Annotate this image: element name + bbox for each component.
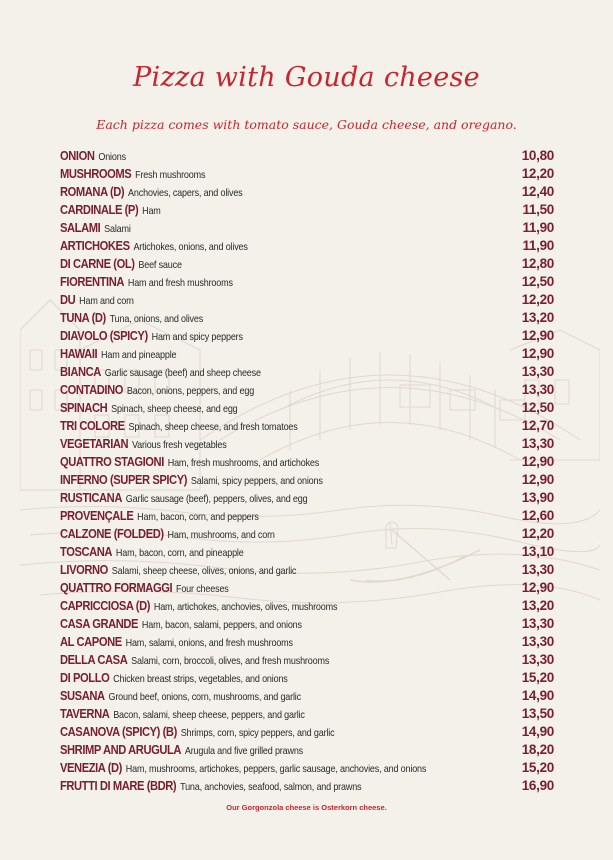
menu-item-name: TAVERNA (60, 706, 110, 721)
menu-item-text (60, 399, 238, 418)
menu-item-text (60, 777, 361, 796)
menu-item (60, 669, 554, 687)
menu-item (60, 201, 554, 219)
menu-item-description: Garlic sausage (beef) and sheep cheese (104, 367, 261, 379)
menu-item (60, 255, 554, 273)
menu-item-description: Ham, bacon, salami, peppers, and onions (141, 619, 302, 631)
menu-item-price: 12,70 (521, 418, 554, 433)
menu-item-description: Spinach, sheep cheese, and fresh tomatoes (128, 421, 298, 433)
menu-item-text (60, 705, 305, 724)
menu-item (60, 381, 554, 399)
menu-item-name: ONION (60, 148, 95, 163)
menu-item-name: DU (60, 292, 76, 307)
menu-item-text (60, 579, 229, 598)
menu-item-name: QUATTRO FORMAGGI (60, 580, 173, 595)
menu-item-description: Ham and fresh mushrooms (127, 277, 233, 289)
menu-item (60, 723, 554, 741)
menu-item (60, 615, 554, 633)
menu-item-text (60, 687, 301, 706)
menu-item-name: ARTICHOKES (60, 238, 130, 253)
menu-item-name: LIVORNO (60, 562, 108, 577)
menu-item (60, 435, 554, 453)
menu-item-name: RUSTICANA (60, 490, 122, 505)
menu-item (60, 219, 554, 237)
menu-item (60, 147, 554, 165)
menu-item (60, 273, 554, 291)
menu-item-name: CARDINALE (P) (60, 202, 139, 217)
menu-item-price: 13,20 (521, 598, 554, 613)
menu-item-price: 13,30 (521, 562, 554, 577)
menu-item-text (60, 723, 334, 742)
menu-item-description: Salami, corn, broccoli, olives, and fresh mushrooms (131, 655, 330, 667)
menu-item-description: Ham and corn (79, 295, 134, 307)
menu-item-price: 12,20 (521, 526, 554, 541)
menu-item (60, 507, 554, 525)
menu-item-text (60, 489, 307, 508)
menu-item (60, 597, 554, 615)
menu-item-name: PROVENÇALE (60, 508, 134, 523)
menu-item-name: CASANOVA (SPICY) (B) (60, 724, 177, 739)
menu-item (60, 453, 554, 471)
menu-item-price: 12,80 (521, 256, 554, 271)
menu-item-description: Four cheeses (175, 583, 229, 595)
menu-item-price: 13,30 (521, 616, 554, 631)
menu-item-text (60, 669, 288, 688)
menu-item-text (60, 633, 293, 652)
menu-item (60, 651, 554, 669)
menu-item (60, 237, 554, 255)
menu-item-price: 12,50 (521, 400, 554, 415)
menu-item-price: 15,20 (521, 760, 554, 775)
menu-item-name: FRUTTI DI MARE (BDR) (60, 778, 177, 793)
menu-item-text (60, 417, 298, 436)
menu-item-name: CALZONE (FOLDED) (60, 526, 164, 541)
menu-item-description: Fresh mushrooms (135, 169, 206, 181)
menu-item-price: 13,30 (521, 652, 554, 667)
menu-item-description: Tuna, onions, and olives (109, 313, 204, 325)
menu-item-text (60, 201, 161, 220)
menu-item-text (60, 597, 337, 616)
menu-item-name: CONTADINO (60, 382, 124, 397)
menu-item (60, 579, 554, 597)
menu-item-description: Ham, bacon, corn, and pineapple (115, 547, 244, 559)
menu-item-name: DI POLLO (60, 670, 110, 685)
menu-item-description: Onions (98, 151, 126, 163)
menu-item-description: Various fresh vegetables (131, 439, 227, 451)
menu-item-name: SHRIMP AND ARUGULA (60, 742, 182, 757)
menu-item-text (60, 435, 227, 454)
menu-item-price: 13,20 (521, 310, 554, 325)
menu-item-description: Ham and pineapple (101, 349, 177, 361)
menu-item-price: 12,90 (521, 454, 554, 469)
menu-item (60, 471, 554, 489)
menu-item (60, 777, 554, 795)
menu-item-name: FIORENTINA (60, 274, 125, 289)
menu-item-text (60, 507, 259, 526)
menu-item-description: Bacon, salami, sheep cheese, peppers, and garlic (113, 709, 305, 721)
menu-item-text (60, 327, 243, 346)
menu-item-name: MUSHROOMS (60, 166, 132, 181)
menu-item-price: 14,90 (521, 688, 554, 703)
menu-item-text (60, 741, 303, 760)
menu-item (60, 309, 554, 327)
menu-item (60, 525, 554, 543)
menu-item-description: Ham, mushrooms, artichokes, peppers, garlic sausage, anchovies, and onions (125, 763, 427, 775)
menu-item-text (60, 561, 296, 580)
menu-item-description: Artichokes, onions, and olives (133, 241, 248, 253)
menu-item (60, 417, 554, 435)
menu-item (60, 165, 554, 183)
menu-item (60, 345, 554, 363)
menu-item-text (60, 183, 243, 202)
menu-item-price: 13,30 (521, 382, 554, 397)
menu-item (60, 633, 554, 651)
menu-item-text (60, 363, 261, 382)
menu-item-price: 13,10 (521, 544, 554, 559)
menu-item (60, 183, 554, 201)
menu-item-price: 11,90 (522, 238, 554, 253)
menu-item-price: 15,20 (521, 670, 554, 685)
menu-item (60, 363, 554, 381)
page-title: Pizza with Gouda cheese (133, 62, 480, 93)
menu-item-description: Salami, spicy peppers, and onions (190, 475, 323, 487)
menu-item-description: Shrimps, corn, spicy peppers, and garlic (180, 727, 335, 739)
menu-item-text (60, 237, 248, 256)
menu-item-name: SUSANA (60, 688, 105, 703)
menu-item-description: Ham, fresh mushrooms, and artichokes (167, 457, 320, 469)
menu-item (60, 759, 554, 777)
menu-item-description: Salami (104, 223, 131, 235)
menu-item-name: HAWAII (60, 346, 98, 361)
menu-item-name: BIANCA (60, 364, 101, 379)
menu-item-price: 10,80 (521, 148, 554, 163)
menu-item-name: INFERNO (SUPER SPICY) (60, 472, 188, 487)
menu-item-description: Bacon, onions, peppers, and egg (126, 385, 255, 397)
menu-item-description: Anchovies, capers, and olives (128, 187, 243, 199)
menu-item-price: 12,90 (521, 346, 554, 361)
menu-item-description: Ham and spicy peppers (151, 331, 243, 343)
menu-item (60, 291, 554, 309)
menu-item-name: CASA GRANDE (60, 616, 139, 631)
menu-item-price: 12,40 (521, 184, 554, 199)
footnote: Our Gorgonzola cheese is Osterkorn cheese. (226, 803, 387, 812)
menu-item-text (60, 291, 134, 310)
menu-item-price: 13,30 (521, 436, 554, 451)
menu-item-description: Ham, bacon, corn, and peppers (137, 511, 259, 523)
menu-item-name: ROMANA (D) (60, 184, 125, 199)
menu-item-price: 13,50 (521, 706, 554, 721)
menu-item-description: Ham, mushrooms, and corn (167, 529, 275, 541)
menu-item-name: TUNA (D) (60, 310, 106, 325)
menu-item (60, 327, 554, 345)
menu-item-description: Beef sauce (138, 259, 182, 271)
menu-item-price: 18,20 (521, 742, 554, 757)
menu-item-name: VEGETARIAN (60, 436, 129, 451)
menu-item-price: 12,20 (521, 166, 554, 181)
menu-item-price: 14,90 (521, 724, 554, 739)
menu-item-description: Garlic sausage (beef), peppers, olives, and egg (125, 493, 308, 505)
menu-item-name: QUATTRO STAGIONI (60, 454, 164, 469)
menu-item-text (60, 309, 203, 328)
menu-item-text (60, 471, 323, 490)
menu-item (60, 705, 554, 723)
menu-item (60, 489, 554, 507)
menu-item-price: 12,60 (521, 508, 554, 523)
menu-item-price: 12,20 (521, 292, 554, 307)
menu-item-name: SALAMI (60, 220, 101, 235)
menu-item-text (60, 147, 126, 166)
menu-item-price: 11,90 (522, 220, 554, 235)
menu-item-text (60, 543, 244, 562)
menu-item-price: 13,90 (521, 490, 554, 505)
menu-item-price: 12,90 (521, 580, 554, 595)
menu-item-text (60, 255, 182, 274)
menu-item-text (60, 219, 131, 238)
menu-item-price: 11,50 (522, 202, 554, 217)
menu-item-text (60, 453, 319, 472)
menu-item (60, 561, 554, 579)
menu-item (60, 543, 554, 561)
menu-item-text (60, 759, 426, 778)
menu-item-description: Ham (142, 205, 161, 217)
page-subtitle: Each pizza comes with tomato sauce, Gouda cheese, and oregano. (96, 117, 517, 132)
menu-item-description: Ground beef, onions, corn, mushrooms, and garlic (108, 691, 301, 703)
menu-item-text (60, 165, 205, 184)
menu-item-description: Chicken breast strips, vegetables, and onions (113, 673, 288, 685)
menu-item-description: Ham, salami, onions, and fresh mushrooms (125, 637, 293, 649)
menu-item-text (60, 273, 233, 292)
menu-item-name: DIAVOLO (SPICY) (60, 328, 148, 343)
menu-item-name: TRI COLORE (60, 418, 125, 433)
menu-item-price: 12,90 (521, 472, 554, 487)
menu-item-text (60, 345, 176, 364)
menu-item-price: 13,30 (521, 634, 554, 649)
menu-item-name: DELLA CASA (60, 652, 128, 667)
menu-item-text (60, 381, 254, 400)
menu-item (60, 399, 554, 417)
menu-item-text (60, 525, 275, 544)
menu-list (60, 147, 554, 795)
menu-item-price: 16,90 (521, 778, 554, 793)
menu-item-price: 12,90 (521, 328, 554, 343)
menu-item-name: TOSCANA (60, 544, 113, 559)
menu-item-name: VENEZIA (D) (60, 760, 122, 775)
menu-item-description: Salami, sheep cheese, olives, onions, and garlic (111, 565, 297, 577)
menu-item-price: 13,30 (521, 364, 554, 379)
menu-item-description: Arugula and five grilled prawns (184, 745, 304, 757)
menu-item (60, 687, 554, 705)
menu-item-description: Tuna, anchovies, seafood, salmon, and prawns (180, 781, 362, 793)
menu-item-text (60, 651, 329, 670)
menu-item-description: Ham, artichokes, anchovies, olives, mushrooms (153, 601, 338, 613)
menu-item-name: DI CARNE (OL) (60, 256, 135, 271)
menu-item (60, 741, 554, 759)
menu-item-name: CAPRICCIOSA (D) (60, 598, 151, 613)
menu-item-name: AL CAPONE (60, 634, 122, 649)
menu-item-text (60, 615, 302, 634)
menu-item-description: Spinach, sheep cheese, and egg (111, 403, 238, 415)
menu-item-name: SPINACH (60, 400, 108, 415)
menu-item-price: 12,50 (521, 274, 554, 289)
